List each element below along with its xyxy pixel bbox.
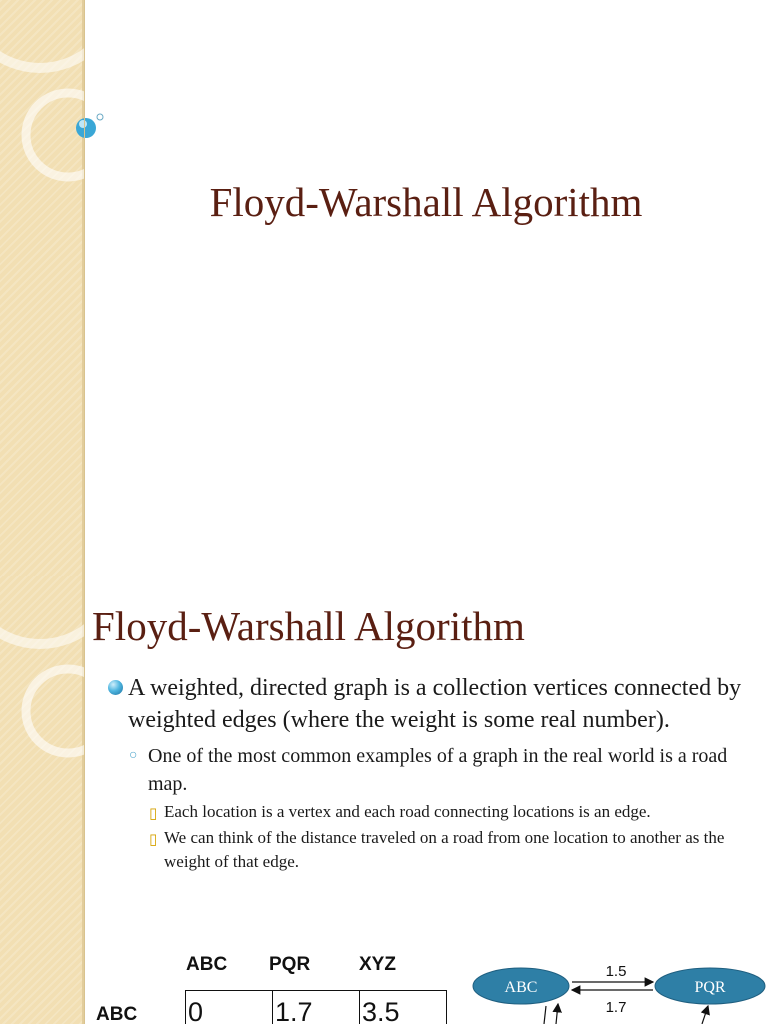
- edge-label: 1.7: [605, 999, 627, 1016]
- graph-edge: [702, 1006, 708, 1024]
- matrix-cell: 0: [186, 991, 273, 1024]
- bullet-text: A weighted, directed graph is a collection vertices connected by weighted edges (where the weight is some real number).: [128, 675, 742, 733]
- graph-edge: [544, 1006, 546, 1024]
- blue-orb-icon: [76, 118, 96, 138]
- matrix-cell: 1.7: [273, 991, 360, 1024]
- row-header-abc: ABC: [96, 1004, 138, 1024]
- graph-diagram: [460, 956, 768, 1024]
- sub-sub-bullet-item: [106, 826, 766, 874]
- node-label-abc: ABC: [504, 979, 538, 996]
- bullet-list: [106, 672, 766, 874]
- slide-title: Floyd-Warshall Algorithm: [209, 179, 643, 225]
- content-slide: [0, 576, 768, 1024]
- slide-title: Floyd-Warshall Algorithm: [92, 603, 525, 649]
- column-header-xyz: XYZ: [359, 954, 396, 975]
- table-row: [186, 991, 447, 1024]
- sub-bullet-text: One of the most common examples of a graph in the real world is a road map.: [148, 745, 728, 795]
- sub-bullet-item: [106, 742, 766, 798]
- bullet-item: [106, 672, 766, 736]
- ring-bullet-icon: ○: [129, 748, 138, 763]
- column-header-pqr: PQR: [269, 954, 311, 975]
- box-bullet-icon: ▯: [149, 804, 158, 822]
- band-divider: [84, 576, 85, 1024]
- sub-sub-bullet-text: We can think of the distance traveled on a road from one location to another as the weight of that edge.: [164, 828, 725, 871]
- bullet-orb-icon: [108, 680, 123, 695]
- distance-matrix: [185, 990, 447, 1024]
- matrix-cell: 3.5: [360, 991, 447, 1024]
- edge-label: 1.5: [605, 963, 627, 980]
- decorative-circles: [0, 0, 120, 576]
- column-header-abc: ABC: [186, 954, 228, 975]
- node-label-pqr: PQR: [694, 979, 726, 996]
- sub-sub-bullet-item: [106, 800, 766, 824]
- band-divider: [84, 0, 85, 576]
- graph-edge: [556, 1004, 558, 1024]
- sub-sub-bullet-text: Each location is a vertex and each road connecting locations is an edge.: [164, 802, 651, 821]
- box-bullet-icon: ▯: [149, 830, 158, 848]
